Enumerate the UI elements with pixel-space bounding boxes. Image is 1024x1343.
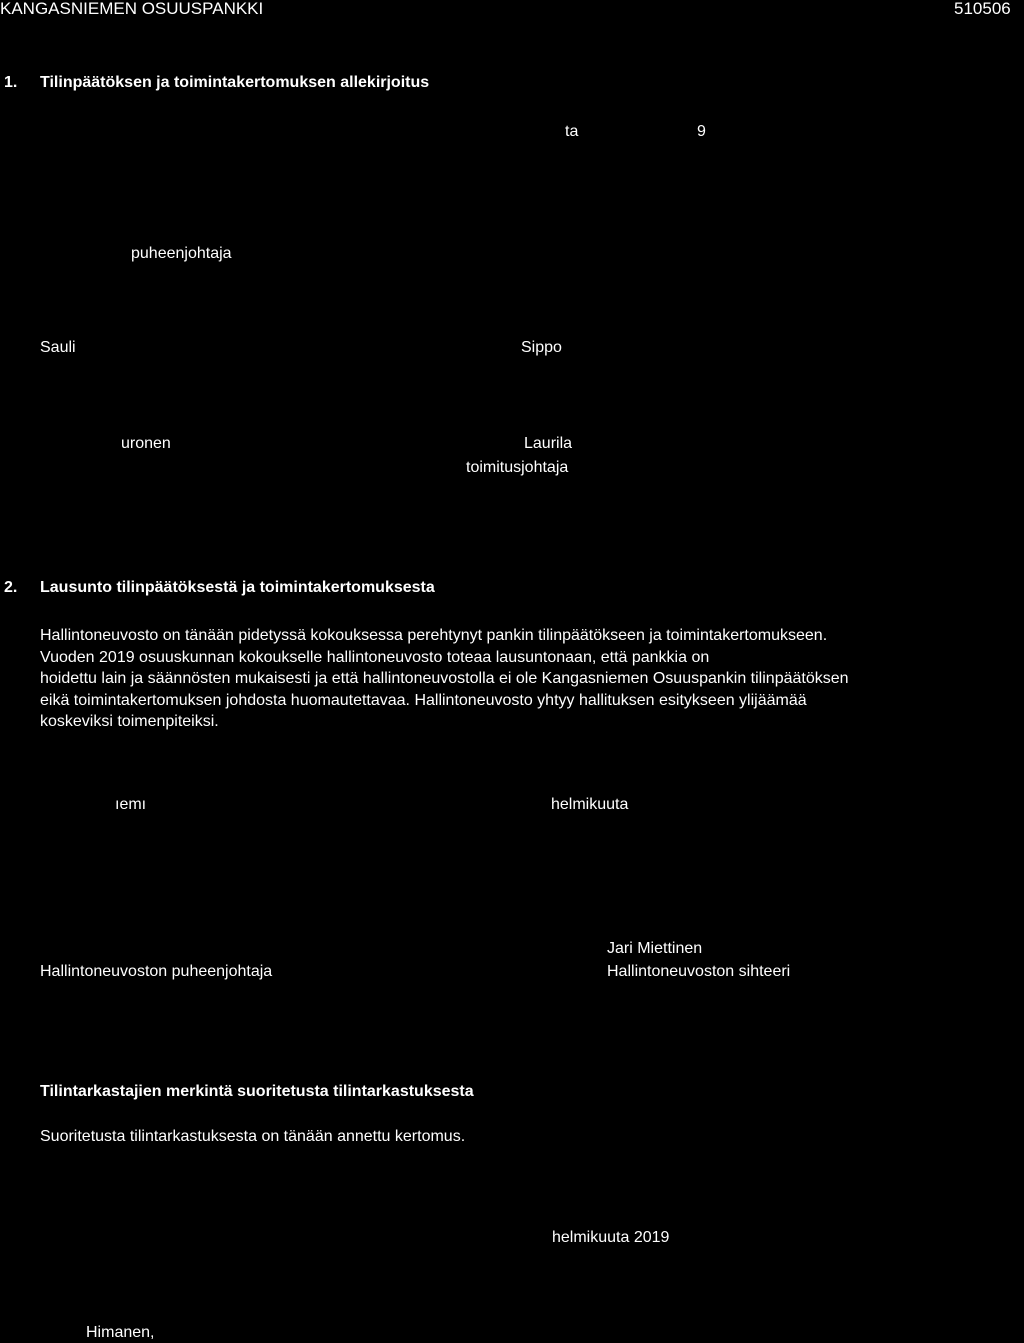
secretary-title: Hallintoneuvoston sihteeri (607, 963, 791, 980)
document-number: 510506 (954, 0, 1011, 18)
secretary-name: Jari Miettinen (607, 940, 703, 957)
place-fragment: ıemı (115, 796, 147, 813)
paragraph-line: Vuoden 2019 osuuskunnan kokoukselle hallintoneuvosto toteaa lausuntonaan, että pankkia on (40, 648, 710, 666)
statement-paragraph (40, 625, 1010, 733)
audit-title: Tilintarkastajien merkintä suoritetusta tilintarkastuksesta (40, 1083, 474, 1100)
auditor-fragment: Himanen, (86, 1324, 155, 1341)
signer-sippo: Sippo (521, 339, 562, 356)
date-fragment-b: 9 (697, 123, 706, 140)
signer-laurila-role: toimitusjohtaja (466, 459, 569, 476)
paragraph-line: hoidettu lain ja säännösten mukaisesti ja että hallintoneuvostolla ei ole Kangasniemen Osuuspankin tilinpäätöksen (40, 670, 849, 687)
section-1-number: 1. (4, 74, 18, 91)
section-1-title: Tilinpäätöksen ja toimintakertomuksen allekirjoitus (40, 74, 430, 91)
signer-uronen: uronen (121, 435, 171, 452)
date-fragment-a: ta (565, 123, 579, 140)
paragraph-line: Hallintoneuvosto on tänään pidetyssä kokouksessa perehtynyt pankin tilinpäätökseen ja toimintakertomukseen. (40, 627, 828, 644)
section-2-number: 2. (4, 579, 18, 596)
audit-text: Suoritetusta tilintarkastuksesta on tänään annettu kertomus. (40, 1128, 466, 1145)
signer-sauli: Sauli (40, 339, 76, 356)
month-text: helmikuuta (551, 796, 629, 813)
chair-role: puheenjohtaja (131, 245, 232, 262)
audit-date: helmikuuta 2019 (552, 1229, 670, 1246)
section-2-title: Lausunto tilinpäätöksestä ja toimintakertomuksesta (40, 579, 435, 596)
chair-title: Hallintoneuvoston puheenjohtaja (40, 963, 273, 980)
paragraph-line: eikä toimintakertomuksen johdosta huomautettavaa. Hallintoneuvosto yhtyy hallituksen esitykseen ylijäämää (40, 691, 807, 709)
bank-name: KANGASNIEMEN OSUUSPANKKI (0, 0, 264, 18)
paragraph-line: koskeviksi toimenpiteiksi. (40, 713, 219, 730)
signer-laurila: Laurila (524, 435, 573, 452)
